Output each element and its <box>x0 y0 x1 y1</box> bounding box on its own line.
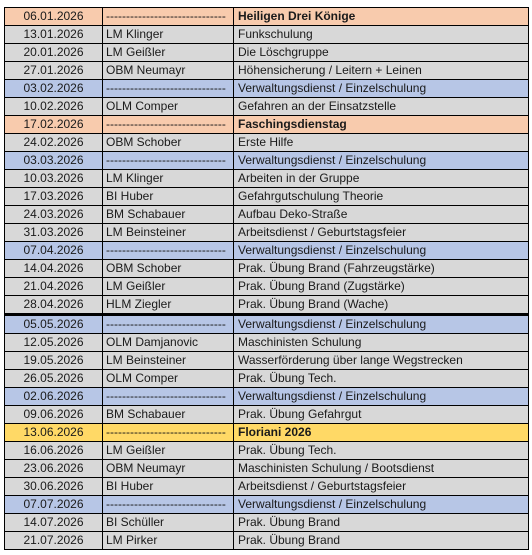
table-row <box>5 44 529 62</box>
topic-cell: Heiligen Drei Könige <box>234 8 529 26</box>
table-row <box>5 260 529 278</box>
topic-cell: Verwaltungsdienst / Einzelschulung <box>234 315 529 334</box>
topic-cell: Prak. Übung Gefahrgut <box>234 406 529 424</box>
person-cell: OLM Damjanovic <box>103 334 234 352</box>
table-row <box>5 224 529 242</box>
date-cell: 10.02.2026 <box>5 98 103 116</box>
table-row <box>5 188 529 206</box>
table-row <box>5 352 529 370</box>
table-row <box>5 496 529 514</box>
person-cell: LM Geißler <box>103 44 234 62</box>
date-cell: 05.05.2026 <box>5 315 103 334</box>
topic-cell: Verwaltungsdienst / Einzelschulung <box>234 152 529 170</box>
topic-cell: Wasserförderung über lange Wegstrecken <box>234 352 529 370</box>
topic-cell: Aufbau Deko-Straße <box>234 206 529 224</box>
date-cell: 13.01.2026 <box>5 26 103 44</box>
topic-cell: Maschinisten Schulung <box>234 334 529 352</box>
person-cell: LM Klinger <box>103 26 234 44</box>
table-row <box>5 134 529 152</box>
person-cell: BI Huber <box>103 478 234 496</box>
table-row <box>5 406 529 424</box>
topic-cell: Verwaltungsdienst / Einzelschulung <box>234 80 529 98</box>
topic-cell: Prak. Übung Brand (Wache) <box>234 296 529 315</box>
table-row <box>5 296 529 315</box>
table-row <box>5 170 529 188</box>
date-cell: 12.05.2026 <box>5 334 103 352</box>
person-cell: ------------------------------ <box>103 152 234 170</box>
training-schedule-table <box>4 7 529 550</box>
topic-cell: Prak. Übung Brand <box>234 514 529 532</box>
person-cell: OBM Neumayr <box>103 460 234 478</box>
person-cell: OLM Comper <box>103 98 234 116</box>
table-row <box>5 242 529 260</box>
table-row <box>5 460 529 478</box>
date-cell: 16.06.2026 <box>5 442 103 460</box>
topic-cell: Verwaltungsdienst / Einzelschulung <box>234 242 529 260</box>
date-cell: 27.01.2026 <box>5 62 103 80</box>
date-cell: 30.06.2026 <box>5 478 103 496</box>
date-cell: 21.07.2026 <box>5 532 103 550</box>
topic-cell: Maschinisten Schulung / Bootsdienst <box>234 460 529 478</box>
table-row <box>5 62 529 80</box>
topic-cell: Faschingsdienstag <box>234 116 529 134</box>
person-cell: LM Klinger <box>103 170 234 188</box>
topic-cell: Verwaltungsdienst / Einzelschulung <box>234 388 529 406</box>
person-cell: OBM Neumayr <box>103 62 234 80</box>
topic-cell: Prak. Übung Tech. <box>234 370 529 388</box>
date-cell: 14.04.2026 <box>5 260 103 278</box>
date-cell: 31.03.2026 <box>5 224 103 242</box>
topic-cell: Erste Hilfe <box>234 134 529 152</box>
table-row <box>5 206 529 224</box>
date-cell: 09.06.2026 <box>5 406 103 424</box>
table-row <box>5 532 529 550</box>
table-row <box>5 26 529 44</box>
topic-cell: Prak. Übung Brand (Zugstärke) <box>234 278 529 296</box>
date-cell: 03.03.2026 <box>5 152 103 170</box>
person-cell: ------------------------------ <box>103 242 234 260</box>
schedule-body <box>5 8 529 550</box>
table-row <box>5 370 529 388</box>
date-cell: 23.06.2026 <box>5 460 103 478</box>
topic-cell: Prak. Übung Brand (Fahrzeugstärke) <box>234 260 529 278</box>
person-cell: ------------------------------ <box>103 315 234 334</box>
topic-cell: Floriani 2026 <box>234 424 529 442</box>
person-cell: ------------------------------ <box>103 388 234 406</box>
table-row <box>5 334 529 352</box>
person-cell: BI Huber <box>103 188 234 206</box>
person-cell: OLM Comper <box>103 370 234 388</box>
person-cell: ------------------------------ <box>103 8 234 26</box>
topic-cell: Gefahren an der Einsatzstelle <box>234 98 529 116</box>
date-cell: 10.03.2026 <box>5 170 103 188</box>
person-cell: HLM Ziegler <box>103 296 234 315</box>
date-cell: 17.02.2026 <box>5 116 103 134</box>
person-cell: LM Beinsteiner <box>103 352 234 370</box>
person-cell: BM Schabauer <box>103 406 234 424</box>
date-cell: 28.04.2026 <box>5 296 103 315</box>
person-cell: OBM Schober <box>103 134 234 152</box>
date-cell: 07.07.2026 <box>5 496 103 514</box>
person-cell: LM Pirker <box>103 532 234 550</box>
date-cell: 06.01.2026 <box>5 8 103 26</box>
topic-cell: Prak. Übung Tech. <box>234 442 529 460</box>
date-cell: 14.07.2026 <box>5 514 103 532</box>
date-cell: 07.04.2026 <box>5 242 103 260</box>
table-row <box>5 116 529 134</box>
person-cell: ------------------------------ <box>103 80 234 98</box>
date-cell: 19.05.2026 <box>5 352 103 370</box>
date-cell: 24.03.2026 <box>5 206 103 224</box>
topic-cell: Arbeiten in der Gruppe <box>234 170 529 188</box>
table-row <box>5 278 529 296</box>
person-cell: LM Beinsteiner <box>103 224 234 242</box>
table-row <box>5 442 529 460</box>
person-cell: ------------------------------ <box>103 116 234 134</box>
topic-cell: Verwaltungsdienst / Einzelschulung <box>234 496 529 514</box>
date-cell: 17.03.2026 <box>5 188 103 206</box>
table-row <box>5 478 529 496</box>
date-cell: 20.01.2026 <box>5 44 103 62</box>
topic-cell: Arbeitsdienst / Geburtstagsfeier <box>234 224 529 242</box>
person-cell: BI Schüller <box>103 514 234 532</box>
date-cell: 21.04.2026 <box>5 278 103 296</box>
table-row <box>5 514 529 532</box>
person-cell: ------------------------------ <box>103 424 234 442</box>
topic-cell: Gefahrgutschulung Theorie <box>234 188 529 206</box>
table-row <box>5 98 529 116</box>
table-row <box>5 8 529 26</box>
person-cell: ------------------------------ <box>103 496 234 514</box>
person-cell: OBM Schober <box>103 260 234 278</box>
table-row <box>5 80 529 98</box>
table-row <box>5 315 529 334</box>
table-row <box>5 152 529 170</box>
date-cell: 03.02.2026 <box>5 80 103 98</box>
date-cell: 13.06.2026 <box>5 424 103 442</box>
topic-cell: Prak. Übung Brand <box>234 532 529 550</box>
topic-cell: Höhensicherung / Leitern + Leinen <box>234 62 529 80</box>
person-cell: LM Geißler <box>103 442 234 460</box>
topic-cell: Funkschulung <box>234 26 529 44</box>
topic-cell: Die Löschgruppe <box>234 44 529 62</box>
date-cell: 26.05.2026 <box>5 370 103 388</box>
date-cell: 02.06.2026 <box>5 388 103 406</box>
table-row <box>5 424 529 442</box>
person-cell: BM Schabauer <box>103 206 234 224</box>
table-row <box>5 388 529 406</box>
person-cell: LM Geißler <box>103 278 234 296</box>
topic-cell: Arbeitsdienst / Geburtstagsfeier <box>234 478 529 496</box>
date-cell: 24.02.2026 <box>5 134 103 152</box>
